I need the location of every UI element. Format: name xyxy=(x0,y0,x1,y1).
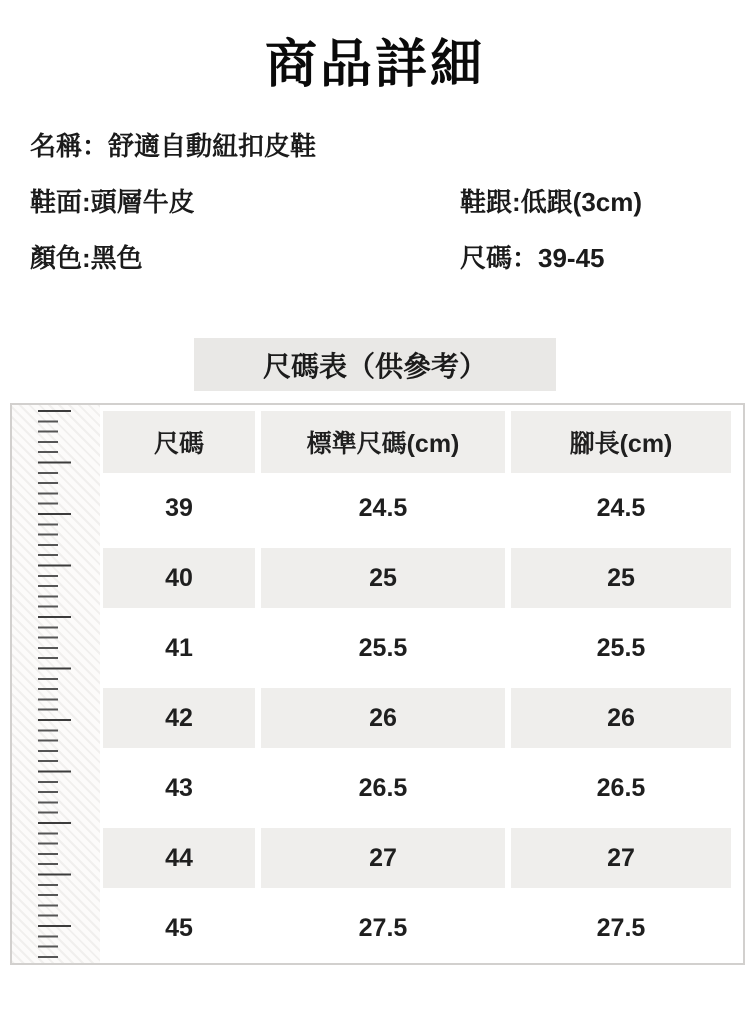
table-cell: 27.5 xyxy=(358,913,408,942)
table-cell: 26 xyxy=(511,688,731,748)
table-cell: 26.5 xyxy=(596,773,646,802)
table-header-size: 尺碼 xyxy=(103,411,255,473)
table-row xyxy=(103,823,731,893)
product-info xyxy=(0,132,750,272)
table-cell: 25.5 xyxy=(596,633,646,662)
table-cell: 42 xyxy=(103,688,255,748)
table-cell: 25 xyxy=(511,548,731,608)
table-cell: 26.5 xyxy=(358,773,408,802)
table-row xyxy=(103,473,731,543)
table-row xyxy=(103,613,731,683)
table-cell: 41 xyxy=(165,633,193,662)
table-header-row xyxy=(103,411,731,473)
table-row xyxy=(103,683,731,753)
table-cell: 40 xyxy=(103,548,255,608)
info-row-upper-heel xyxy=(30,188,730,216)
table-row xyxy=(103,893,731,963)
product-name-text: 名稱：舒適自動紐扣皮鞋 xyxy=(30,131,317,161)
table-cell: 27 xyxy=(261,828,505,888)
size-chart-grid xyxy=(100,405,743,963)
ruler-graphic xyxy=(12,405,100,963)
info-row-name xyxy=(30,132,730,160)
table-cell: 43 xyxy=(165,773,193,802)
table-row xyxy=(103,753,731,823)
info-row-color-size xyxy=(30,244,730,272)
table-cell: 24.5 xyxy=(596,493,646,522)
color-text: 顏色:黑色 xyxy=(30,243,143,273)
page-title: 商品詳細 xyxy=(264,36,485,94)
size-chart-table xyxy=(10,403,745,965)
table-cell: 44 xyxy=(103,828,255,888)
heel-text: 鞋跟:低跟(3cm) xyxy=(460,187,643,217)
size-range-text: 尺碼：39-45 xyxy=(460,243,605,273)
table-cell: 25 xyxy=(261,548,505,608)
upper-material-text: 鞋面:頭層牛皮 xyxy=(30,187,195,217)
size-chart-banner xyxy=(194,338,556,391)
table-cell: 26 xyxy=(261,688,505,748)
table-cell: 39 xyxy=(165,493,193,522)
table-cell: 27 xyxy=(511,828,731,888)
table-header-standard: 標準尺碼(cm) xyxy=(261,411,505,473)
table-row xyxy=(103,543,731,613)
table-cell: 25.5 xyxy=(358,633,408,662)
table-cell: 27.5 xyxy=(596,913,646,942)
table-cell: 45 xyxy=(165,913,193,942)
table-cell: 24.5 xyxy=(358,493,408,522)
info-blank xyxy=(460,132,730,160)
table-header-footlength: 腳長(cm) xyxy=(511,411,731,473)
size-chart-banner-text: 尺碼表（供參考） xyxy=(262,350,487,382)
